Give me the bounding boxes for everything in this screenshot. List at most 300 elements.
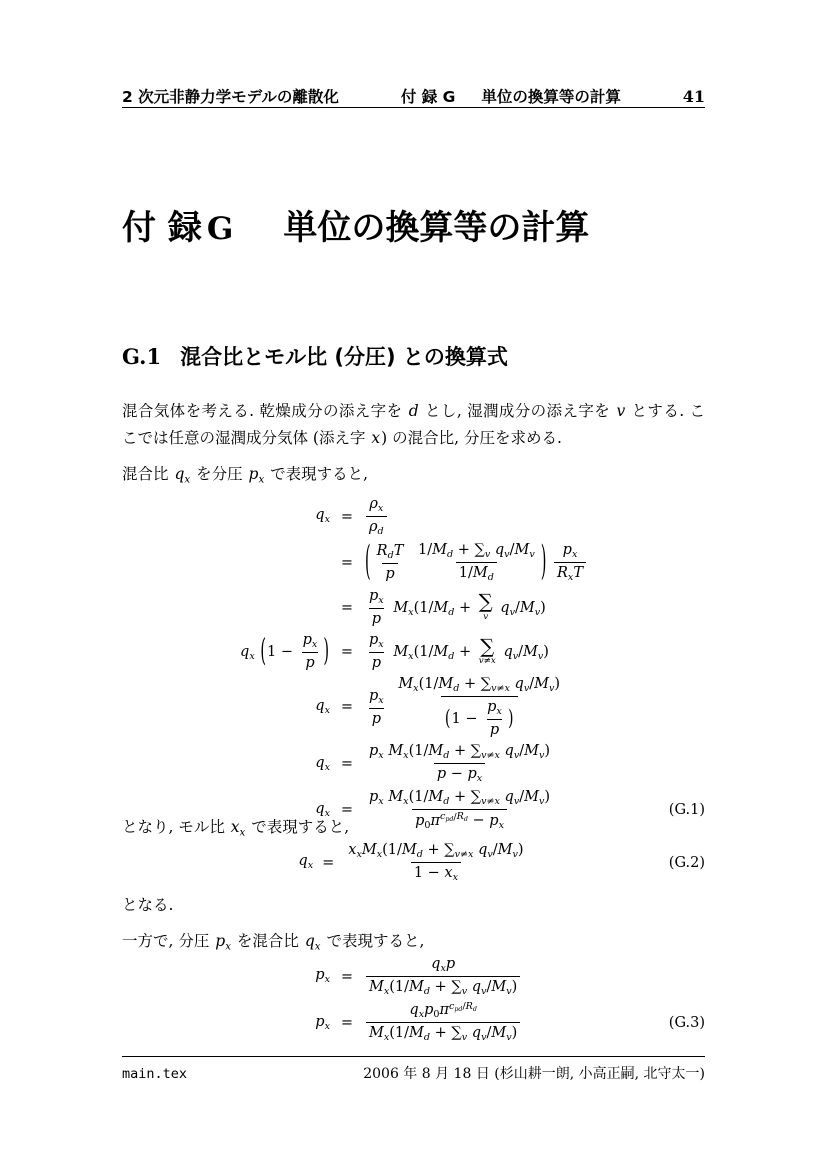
- math-text: ): [511, 1025, 518, 1042]
- fraction-numerator: [366, 587, 387, 608]
- math-text: ∑: [470, 789, 482, 806]
- math-text: +: [454, 599, 476, 616]
- math-sub-group: [472, 565, 494, 584]
- equation-tag: (G.1): [668, 802, 705, 818]
- fraction-denominator: [366, 976, 520, 998]
- math-row: [369, 743, 551, 762]
- fraction-numerator: [300, 631, 321, 652]
- math-text: +: [449, 743, 471, 760]
- math-subscript: [315, 941, 321, 952]
- math-text: ≠: [460, 849, 469, 861]
- sum-limit: [479, 657, 496, 666]
- math-var: p: [302, 632, 312, 649]
- header-center-title: 単位の換算等の計算: [481, 88, 621, 106]
- math-paren-group: [259, 632, 330, 672]
- chapter-prefix: 付 録: [122, 208, 202, 248]
- math-var: d: [472, 1006, 477, 1014]
- math-var: x: [258, 474, 265, 486]
- math-var: p: [371, 655, 381, 672]
- math-text: [547, 555, 552, 571]
- math-var: d: [387, 549, 394, 561]
- page-header: [122, 85, 705, 107]
- math-var: v: [504, 549, 510, 561]
- math-sub-group: [409, 1025, 431, 1044]
- math-text: ∑: [451, 1025, 462, 1042]
- math-sub-group: [503, 644, 518, 660]
- math-var: π: [430, 812, 440, 829]
- math-text: ∑: [480, 676, 492, 693]
- equation-relation: =: [340, 1014, 354, 1031]
- math-var: R: [557, 565, 568, 581]
- math-sum: [478, 634, 496, 667]
- equation-relation: =: [322, 854, 335, 871]
- math-sub-group: [470, 789, 500, 808]
- math-sub-group: [248, 465, 265, 486]
- math-var: d: [458, 1006, 463, 1014]
- math-var: v: [506, 1032, 512, 1044]
- math-text: −: [446, 766, 468, 783]
- equation-rhs: [364, 675, 565, 739]
- fraction-denominator: [554, 562, 586, 584]
- math-text: +: [453, 542, 475, 558]
- text-run: 混合気体を考える. 乾燥成分の添え字を: [122, 402, 408, 420]
- math-var: v: [509, 606, 515, 618]
- math-subscript: [378, 503, 383, 514]
- math-var: x: [378, 595, 384, 607]
- section-heading: [122, 341, 508, 371]
- math-row: [398, 676, 561, 695]
- math-var: M: [472, 565, 488, 581]
- math-var: p: [371, 611, 381, 627]
- math-var: q: [478, 842, 488, 858]
- math-text: ∑: [451, 979, 462, 995]
- math-text: ∑: [470, 743, 482, 760]
- math-var: q: [315, 507, 325, 524]
- equation-rhs: [364, 495, 389, 538]
- fraction-numerator: [345, 841, 526, 862]
- math-text: /: [486, 1025, 492, 1042]
- math-sub-group: [428, 743, 450, 762]
- math-row: [413, 865, 459, 884]
- math-var: x: [408, 650, 414, 662]
- math-sub-group: [428, 789, 450, 808]
- equation-relation: =: [340, 554, 354, 571]
- math-sub-group: [471, 979, 487, 998]
- math-var: d: [453, 683, 460, 695]
- math-sub-group: [424, 1002, 440, 1021]
- text-run: 一方で, 分圧: [122, 932, 215, 950]
- math-var: p: [489, 812, 499, 829]
- math-var: v: [534, 606, 541, 618]
- math-var: v: [487, 849, 493, 861]
- math-sub-group: [444, 865, 459, 884]
- math-var: q: [471, 979, 482, 995]
- math-var: d: [416, 849, 423, 861]
- math-var: q: [494, 542, 505, 558]
- equation-block-3: [122, 952, 705, 1047]
- math-text: ≠: [483, 656, 491, 667]
- header-appendix-label: 付 録 G: [400, 88, 456, 106]
- math-row: [418, 542, 535, 561]
- math-var: x: [376, 849, 383, 861]
- math-var: M: [524, 743, 539, 760]
- close-paren-icon: ): [507, 706, 514, 731]
- math-superscript: [449, 1001, 477, 1012]
- math-text: (1/: [389, 1025, 410, 1042]
- math-fraction: [300, 631, 321, 672]
- math-var: v: [478, 656, 484, 667]
- math-text: 1/: [418, 542, 433, 558]
- math-var: M: [491, 979, 507, 995]
- math-text: /: [492, 842, 498, 858]
- math-var: M: [409, 979, 424, 995]
- math-var: x: [476, 773, 483, 785]
- math-var: p: [248, 465, 259, 483]
- math-var: v: [512, 650, 519, 662]
- math-sub-group: [474, 542, 491, 561]
- math-text: ≠: [496, 683, 505, 695]
- math-text: (1/: [408, 743, 429, 760]
- math-subscript: [481, 796, 500, 807]
- math-sub-group: [497, 842, 518, 861]
- math-var: x: [403, 750, 409, 762]
- footer-date: 2006 年 8 月 18 日 (杉山耕一朗, 小高正嗣, 北守太一): [363, 1066, 705, 1082]
- math-var: p: [487, 699, 497, 716]
- math-subscript: [481, 750, 500, 761]
- math-sub-group: [523, 644, 543, 660]
- equation-block-1: [122, 492, 705, 835]
- math-sub-group: [369, 789, 384, 808]
- math-sub-group: [444, 842, 474, 861]
- math-var: M: [369, 1025, 384, 1042]
- math-row: [369, 979, 518, 998]
- math-row: [369, 1025, 518, 1044]
- math-sub-group: [432, 542, 454, 561]
- section-number: G.1: [122, 344, 162, 369]
- math-fraction: [395, 675, 563, 739]
- math-row: [481, 796, 500, 807]
- math-text: +: [422, 842, 445, 858]
- math-sub-group: [315, 755, 330, 771]
- fraction-numerator: [366, 495, 386, 516]
- math-var: x: [571, 549, 578, 561]
- math-var: M: [491, 1025, 507, 1042]
- math-fraction: [484, 698, 505, 739]
- math-text: +: [430, 1025, 452, 1042]
- math-var: p: [489, 722, 500, 739]
- math-var: q: [504, 789, 514, 806]
- fraction-denominator: [411, 862, 461, 884]
- math-sub-group: [315, 1014, 330, 1030]
- math-row: [240, 632, 330, 672]
- math-var: p: [371, 710, 381, 727]
- math-var: x: [371, 429, 381, 447]
- math-sub-group: [409, 979, 431, 998]
- math-var: x: [567, 572, 574, 584]
- math-row: [557, 565, 583, 584]
- math-var: M: [428, 789, 444, 806]
- math-sub-group: [504, 789, 520, 808]
- math-var: R: [465, 1001, 473, 1012]
- math-text: [389, 699, 394, 715]
- math-sub-group: [230, 818, 246, 839]
- fraction-denominator: [456, 562, 497, 584]
- math-sub-group: [315, 698, 330, 717]
- math-subscript: [378, 526, 384, 537]
- equation-rhs: [364, 742, 555, 785]
- fraction-denominator: [441, 696, 518, 739]
- math-text: +: [449, 789, 471, 806]
- math-sub-group: [393, 644, 413, 660]
- fraction-denominator: [366, 516, 387, 538]
- math-row: [436, 766, 483, 785]
- math-var: x: [496, 706, 502, 718]
- math-paren-group: [364, 540, 547, 585]
- math-var: v: [512, 849, 518, 861]
- math-var: x: [494, 796, 500, 808]
- math-var: x: [311, 639, 318, 651]
- fraction-denominator: [302, 652, 317, 672]
- math-text: /: [519, 789, 525, 806]
- math-var: v: [483, 612, 489, 622]
- fraction-numerator: [366, 631, 387, 652]
- fraction-numerator: [484, 698, 505, 719]
- math-sub-group: [449, 1001, 462, 1012]
- math-var: x: [314, 941, 321, 953]
- math-sub-group: [361, 842, 383, 861]
- math-var: M: [361, 842, 377, 858]
- math-var: ρ: [369, 519, 378, 535]
- equation-relation: =: [340, 643, 354, 660]
- math-var: x: [383, 1032, 390, 1044]
- math-row: [479, 656, 496, 666]
- math-sub-group: [240, 644, 255, 660]
- math-sub-group: [467, 766, 483, 785]
- math-text: +: [454, 643, 476, 660]
- math-sub-group: [348, 842, 362, 861]
- math-row: [267, 632, 322, 672]
- math-var: q: [315, 754, 325, 771]
- math-var: x: [403, 796, 409, 808]
- math-fraction: [415, 541, 538, 584]
- equation-lhs: [122, 1014, 330, 1032]
- math-var: p: [315, 967, 325, 984]
- math-var: M: [388, 743, 404, 760]
- footer-filename: main.tex: [122, 1066, 188, 1082]
- equation-line: [122, 495, 705, 538]
- math-text: ∑: [474, 542, 485, 558]
- math-row: [364, 588, 546, 627]
- math-subscript: [529, 549, 534, 560]
- math-row: [348, 842, 524, 861]
- math-text: −: [467, 812, 490, 829]
- math-var: x: [307, 860, 314, 872]
- fraction-denominator: [434, 763, 485, 785]
- header-left-title: 2 次元非静力学モデルの離散化: [122, 88, 339, 106]
- math-var: v: [538, 750, 545, 762]
- fraction-denominator: [487, 719, 502, 739]
- math-var: d: [408, 402, 419, 420]
- math-text: /: [462, 1001, 466, 1012]
- chapter-heading: [122, 206, 589, 251]
- page-footer: [122, 1063, 705, 1083]
- math-var: x: [225, 941, 231, 953]
- math-subscript: [184, 474, 190, 485]
- fraction-numerator: [366, 788, 553, 809]
- math-var: M: [438, 676, 454, 693]
- equation-rhs: [364, 587, 546, 628]
- equation-lhs: [122, 967, 330, 985]
- math-fraction: [366, 687, 387, 728]
- math-var: M: [393, 643, 409, 660]
- math-subscript: [488, 572, 494, 583]
- fraction-denominator: [382, 563, 397, 583]
- text-run: となる.: [122, 896, 174, 914]
- math-var: M: [432, 542, 447, 558]
- fraction-numerator: [366, 687, 387, 708]
- math-subscript: [572, 549, 577, 560]
- math-subscript: [496, 706, 501, 717]
- math-var: x: [444, 865, 453, 881]
- math-var: x: [324, 705, 330, 717]
- math-subscript: [378, 595, 383, 606]
- math-var: p: [415, 812, 425, 829]
- equation-rhs: [364, 631, 549, 672]
- math-var: d: [377, 526, 384, 538]
- math-sub-group: [438, 676, 460, 695]
- math-var: p: [467, 766, 477, 783]
- math-sub-group: [504, 743, 520, 762]
- math-subscript: [453, 872, 458, 883]
- text-run: ) の混合比, 分圧を求める.: [381, 429, 562, 447]
- math-row: [481, 750, 500, 761]
- math-var: v: [454, 849, 461, 861]
- math-sub-group: [520, 600, 540, 616]
- math-text: ≠: [486, 750, 495, 762]
- math-var: R: [456, 811, 464, 823]
- math-sub-group: [471, 1025, 487, 1044]
- equation-line: [122, 841, 705, 884]
- math-text: /: [515, 599, 520, 616]
- math-var: v: [616, 402, 626, 420]
- math-var: x: [377, 503, 384, 515]
- math-row: [364, 676, 565, 739]
- math-text: 1 −: [413, 865, 445, 881]
- math-var: T: [393, 542, 404, 559]
- math-var: q: [504, 743, 514, 760]
- math-sub-group: [500, 600, 515, 616]
- text-run: となり, モル比: [122, 818, 230, 836]
- chapter-title: 単位の換算等の計算: [283, 208, 590, 248]
- math-var: M: [497, 842, 513, 858]
- math-var: x: [408, 606, 414, 618]
- equation-relation: =: [340, 755, 354, 772]
- math-var: p: [454, 1006, 459, 1014]
- math-var: x: [413, 683, 419, 695]
- math-var: x: [230, 818, 240, 836]
- math-var: d: [449, 816, 454, 824]
- math-var: q: [240, 643, 250, 660]
- math-var: c: [449, 1001, 455, 1012]
- math-subscript: [491, 683, 510, 694]
- math-var: x: [184, 474, 191, 486]
- math-var: M: [514, 542, 530, 558]
- math-text: +: [430, 979, 452, 995]
- math-fraction: [366, 495, 387, 538]
- fraction-denominator: [366, 1022, 520, 1044]
- math-sub-group: [369, 588, 384, 607]
- equation-rhs: [364, 1001, 522, 1044]
- math-var: M: [393, 599, 409, 616]
- math-var: q: [315, 800, 325, 817]
- math-var: p: [385, 565, 395, 582]
- math-fraction: [366, 631, 387, 672]
- math-var: x: [378, 639, 384, 651]
- math-var: p: [369, 632, 379, 649]
- math-sub-group: [369, 743, 384, 762]
- math-row: [369, 789, 551, 808]
- math-sub-group: [524, 789, 545, 808]
- sigma-icon: ∑: [478, 590, 493, 614]
- math-var: x: [383, 986, 390, 998]
- math-var: x: [494, 750, 500, 762]
- math-subscript: [378, 695, 383, 706]
- math-subscript: [378, 639, 383, 650]
- math-text: /: [486, 979, 492, 995]
- math-text: 0: [424, 819, 431, 831]
- math-sub-group: [298, 853, 314, 872]
- math-var: v: [481, 750, 487, 762]
- equation-lhs: [298, 853, 313, 871]
- math-sub-group: [369, 979, 390, 998]
- open-paren-icon: (: [444, 706, 451, 731]
- math-var: d: [443, 796, 450, 808]
- math-var: d: [423, 986, 431, 998]
- equation-lhs: [122, 755, 330, 773]
- math-var: v: [461, 1032, 468, 1044]
- math-var: x: [378, 750, 384, 762]
- equation-rhs: [364, 955, 522, 998]
- text-run: 混合比: [122, 465, 174, 483]
- math-sub-group: [557, 565, 574, 584]
- math-var: v: [513, 750, 520, 762]
- equation-tag: (G.3): [668, 1014, 705, 1031]
- math-sub-group: [534, 676, 555, 695]
- math-sub-group: [409, 1002, 425, 1021]
- math-sub-group: [478, 842, 493, 861]
- math-sub-group: [466, 1001, 477, 1012]
- math-row: [455, 849, 474, 860]
- math-var: M: [401, 842, 417, 858]
- math-subscript: [477, 773, 482, 784]
- math-text: /: [529, 676, 535, 693]
- math-sub-group: [514, 542, 535, 561]
- math-var: p: [369, 687, 379, 704]
- math-var: x: [356, 849, 362, 861]
- math-var: v: [484, 549, 491, 561]
- math-text: (1/: [413, 599, 434, 616]
- fraction-numerator: [406, 1001, 480, 1022]
- math-text: /: [453, 811, 457, 823]
- math-sub-group: [315, 967, 330, 986]
- math-text: ): [540, 599, 546, 616]
- math-var: p: [445, 956, 456, 972]
- math-row: [364, 632, 549, 672]
- text-run: で表現すると,: [265, 465, 369, 483]
- math-var: p: [305, 655, 315, 672]
- math-sub-group: [480, 676, 510, 695]
- open-paren-icon: (: [365, 540, 371, 585]
